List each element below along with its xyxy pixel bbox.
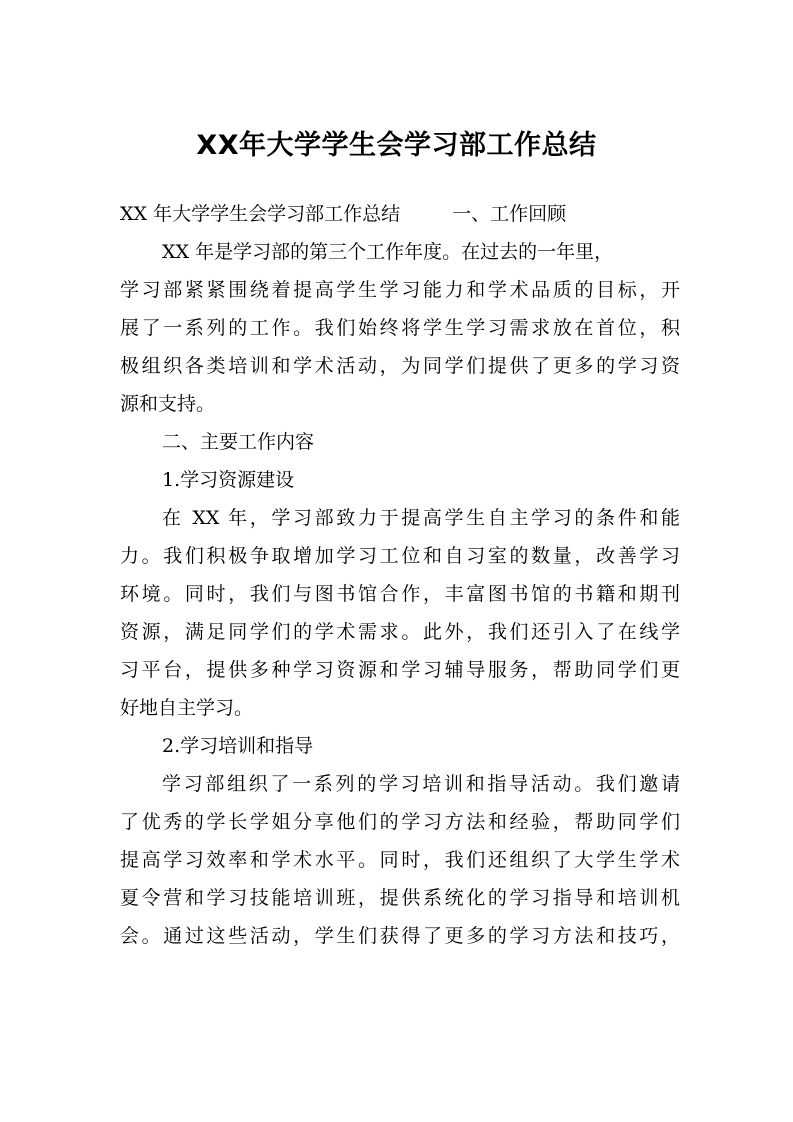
paragraph-line: 极组织各类培训和学术活动，为同学们提供了更多的学习资: [120, 355, 680, 377]
paragraph-line: 夏令营和学习技能培训班，提供系统化的学习指导和培训机: [120, 887, 680, 909]
paragraph-line: 展了一系列的工作。我们始终将学生学习需求放在首位，积: [120, 317, 680, 339]
paragraph-line: 学习部组织了一系列的学习培训和指导活动。我们邀请: [162, 773, 680, 795]
paragraph-line: 环境。同时，我们与图书馆合作，丰富图书馆的书籍和期刊: [120, 583, 680, 605]
section-heading-main-work: 二、主要工作内容: [162, 431, 315, 453]
paragraph-line: 力。我们积极争取增加学习工位和自习室的数量，改善学习: [120, 545, 680, 567]
paragraph-line: 会。通过这些活动，学生们获得了更多的学习方法和技巧，: [120, 925, 680, 947]
paragraph-line: 在 XX 年，学习部致力于提高学生自主学习的条件和能: [162, 507, 680, 529]
spacer: [400, 195, 452, 233]
first-line: [120, 195, 680, 233]
paragraph-line: 提高学习效率和学术水平。同时，我们还组织了大学生学术: [120, 849, 680, 871]
paragraph-line: 学习部紧紧围绕着提高学生学习能力和学术品质的目标，开: [120, 279, 680, 301]
section-heading-work-review: 一、工作回顾: [452, 203, 567, 225]
paragraph-line: 习平台，提供多种学习资源和学习辅导服务，帮助同学们更: [120, 659, 680, 681]
paragraph-line: 资源，满足同学们的学术需求。此外，我们还引入了在线学: [120, 621, 680, 643]
document-title-repeat: XX 年大学学生会学习部工作总结: [120, 203, 401, 225]
paragraph-line: 好地自主学习。: [120, 697, 254, 719]
subsection-heading-training: 2.学习培训和指导: [162, 735, 314, 757]
subsection-heading-resources: 1.学习资源建设: [162, 469, 295, 491]
document-body: [120, 195, 680, 955]
paragraph-line: XX 年是学习部的第三个工作年度。在过去的一年里，: [162, 241, 614, 263]
document-title: XX年大学学生会学习部工作总结: [196, 130, 597, 161]
paragraph-line: 源和支持。: [120, 393, 216, 415]
paragraph-line: 了优秀的学长学姐分享他们的学习方法和经验，帮助同学们: [120, 811, 680, 833]
